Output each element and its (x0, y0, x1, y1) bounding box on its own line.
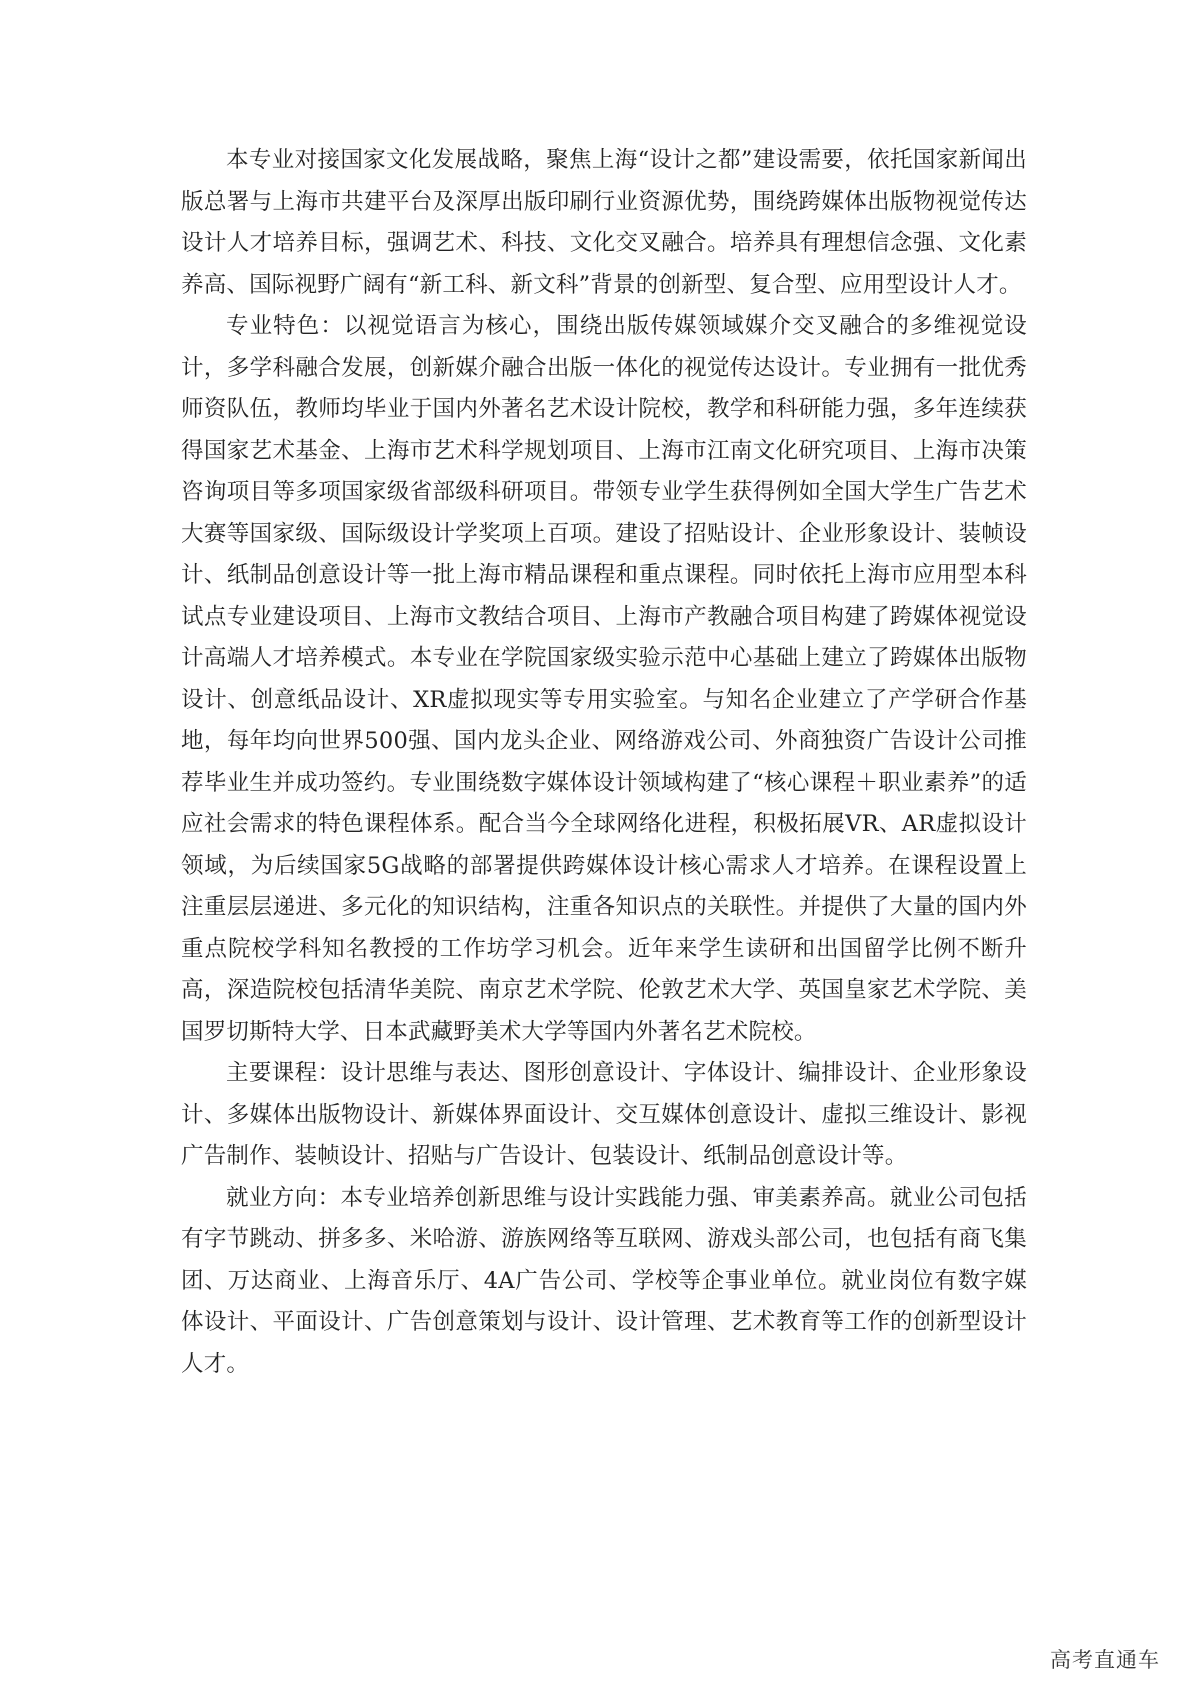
paragraph-program-features: 专业特色：以视觉语言为核心，围绕出版传媒领域媒介交叉融合的多维视觉设计，多学科融合发展，创新媒介融合出版一体化的视觉传达设计。专业拥有一批优秀师资队伍，教师均毕业于国内外著名艺术设计院校，教学和科研能力强，多年连续获得国家艺术基金、上海市艺术科学规划项目、上海市江南文化研究项目、上海市决策咨询项目等多项国家级省部级科研项目。带领专业学生获得例如全国大学生广告艺术大赛等国家级、国际级设计学奖项上百项。建设了招贴设计、企业形象设计、装帧设计、纸制品创意设计等一批上海市精品课程和重点课程。同时依托上海市应用型本科试点专业建设项目、上海市文教结合项目、上海市产教融合项目构建了跨媒体视觉设计高端人才培养模式。本专业在学院国家级实验示范中心基础上建立了跨媒体出版物设计、创意纸品设计、XR虚拟现实等专用实验室。与知名企业建立了产学研合作基地，每年均向世界500强、国内龙头企业、网络游戏公司、外商独资广告设计公司推荐毕业生并成功签约。专业围绕数字媒体设计领域构建了“核心课程＋职业素养”的适应社会需求的特色课程体系。配合当今全球网络化进程，积极拓展VR、AR虚拟设计领域，为后续国家5G战略的部署提供跨媒体设计核心需求人才培养。在课程设置上注重层层递进、多元化的知识结构，注重各知识点的关联性。并提供了大量的国内外重点院校学科知名教授的工作坊学习机会。近年来学生读研和出国留学比例不断升高，深造院校包括清华美院、南京艺术学院、伦敦艺术大学、英国皇家艺术学院、美国罗切斯特大学、日本武藏野美术大学等国内外著名艺术院校。 (181, 313, 1027, 1045)
document-body (181, 140, 1027, 1385)
paragraph-career-directions: 就业方向：本专业培养创新思维与设计实践能力强、审美素养高。就业公司包括有字节跳动、拼多多、米哈游、游族网络等互联网、游戏头部公司，也包括有商飞集团、万达商业、上海音乐厅、4A广告公司、学校等企事业单位。就业岗位有数字媒体设计、平面设计、广告创意策划与设计、设计管理、艺术教育等工作的创新型设计人才。 (181, 1184, 1027, 1377)
paragraph-main-courses: 主要课程：设计思维与表达、图形创意设计、字体设计、编排设计、企业形象设计、多媒体出版物设计、新媒体界面设计、交互媒体创意设计、虚拟三维设计、影视广告制作、装帧设计、招贴与广告设计、包装设计、纸制品创意设计等。 (181, 1060, 1027, 1169)
paragraph-program-overview: 本专业对接国家文化发展战略，聚焦上海“设计之都”建设需要，依托国家新闻出版总署与上海市共建平台及深厚出版印刷行业资源优势，围绕跨媒体出版物视觉传达设计人才培养目标，强调艺术、科技、文化交叉融合。培养具有理想信念强、文化素养高、国际视野广阔有“新工科、新文科”背景的创新型、复合型、应用型设计人才。 (181, 147, 1027, 298)
watermark-text: 高考直通车 (1050, 1648, 1160, 1672)
